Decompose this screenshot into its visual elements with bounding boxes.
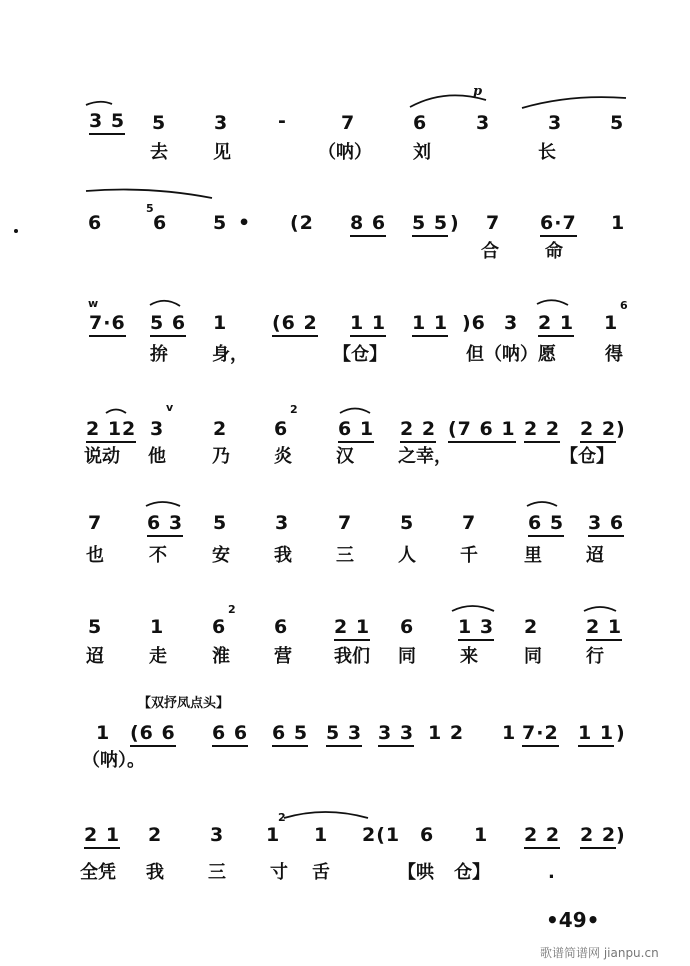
lyric: 不 [149,545,167,566]
lyric: 身， [212,344,248,365]
note: 1 [96,722,111,744]
note: 3 [214,112,229,134]
note: 6 [420,824,435,846]
lyric: 淮 [212,646,230,667]
note: 1 [266,824,281,846]
note: 6 [413,112,428,134]
lyric: 拚 [150,344,168,365]
note: 3 [210,824,225,846]
note: 5 [610,112,625,134]
note: 2 [213,418,228,440]
note: 6 5 [528,512,564,537]
lyric: 汉 [336,446,354,467]
note: (6 2 [272,312,318,337]
lyric: 全凭 [80,862,116,883]
dynamic-marking: p [473,84,483,99]
note: ) [450,212,460,234]
note: 3 [504,312,519,334]
lyric: 营 [274,646,292,667]
note: 2 1 [586,616,622,641]
note: 6 [274,616,289,638]
lyric: 舌 [312,862,330,883]
note: 2 2 [524,824,560,849]
lyric: 合 [481,241,499,262]
note: 1 [604,312,619,334]
note: 1 1 [350,312,386,337]
note: 7 [88,512,103,534]
note: )6 [462,312,486,334]
lyric: 里 [524,545,542,566]
note: 2 [524,616,539,638]
note: 6 [274,418,289,440]
note: 2 1 [334,616,370,641]
grace-note: 2 [290,403,298,416]
note: 6 5 [272,722,308,747]
lyric: 也 [86,545,104,566]
note: 1 1 [412,312,448,337]
note: 5 [213,212,228,234]
note: 1 [474,824,489,846]
lyric: 他 [148,446,166,467]
note: 7 [338,512,353,534]
note: 2(1 [362,824,401,846]
lyric: 之幸， [398,446,452,467]
grace-note: 6 [620,299,628,312]
note: 3 [476,112,491,134]
lyric: 我们 [334,646,370,667]
note: 1 [611,212,626,234]
lyric: 我 [146,862,164,883]
lyric: 长 [538,142,556,163]
lyric: 行 [586,646,604,667]
lyric: 但（呐）愿 [466,344,556,365]
note: 3 [150,418,165,440]
note: 2 1 [84,824,120,849]
note: (6 6 [130,722,176,747]
note: 6 6 [212,722,248,747]
lyric: 同 [524,646,542,667]
note: 7·2 [522,722,559,747]
lyric: 炎 [274,446,292,467]
note: 1 [502,722,517,744]
note: 2 2 [524,418,560,443]
grace-note: 2 [228,603,236,616]
note: 5 5 [412,212,448,237]
note: 1 2 [428,722,465,744]
lyric: 走 [149,646,167,667]
note: 2 2 [400,418,436,443]
note: 1 [213,312,228,334]
grace-note: 5 [146,202,154,215]
breath-mark: v [166,401,174,414]
lyric: 去 [150,142,168,163]
lyric: 乃 [212,446,230,467]
lyric: 人 [398,545,416,566]
margin-mark [14,229,18,233]
note: 5 [152,112,167,134]
note: ) [616,722,626,744]
lyric: 安 [212,545,230,566]
note: 7 [486,212,501,234]
note: 6 1 [338,418,374,443]
note: 3 5 [89,110,125,135]
note: 6·7 [540,212,577,237]
lyric: 同 [398,646,416,667]
lyric: 寸 [270,862,288,883]
lyric: 【仓】 [560,446,614,467]
note: 6 3 [147,512,183,537]
note: 2 2 [580,824,616,849]
note: 3 3 [378,722,414,747]
note: (2 [290,212,314,234]
note: 6 [212,616,227,638]
section-label: 【双抒凤点头】 [138,696,230,711]
lyric: 迢 [586,545,604,566]
note: 6 [153,212,168,234]
lyric: 我 [274,545,292,566]
note: 1 [150,616,165,638]
note: 5 [88,616,103,638]
note: ) [616,824,626,846]
note: 7·6 [89,312,126,337]
note: 3 6 [588,512,624,537]
note: 1 3 [458,616,494,641]
lyric: 见 [213,142,231,163]
lyric: （呐） [318,142,372,163]
note: 5 [400,512,415,534]
lyric: 千 [460,545,478,566]
lyric: 迢 [86,646,104,667]
note: 2 1 [538,312,574,337]
note: 7 [462,512,477,534]
lyric: 命 [545,241,563,262]
note: 3 [548,112,563,134]
lyric: 得 [605,344,623,365]
lyric: 来 [460,646,478,667]
note: 2 [148,824,163,846]
lyric: 三 [336,545,354,566]
watermark: 歌谱简谱网 jianpu.cn [540,946,659,960]
grace-note: 2 [278,811,286,824]
lyric: 【仓】 [333,344,387,365]
note: 1 [314,824,329,846]
lyric: 说动 [84,446,120,467]
grace-note: w [88,297,99,310]
note: 6 [88,212,103,234]
lyric: . [548,862,555,883]
note: 2 2 [580,418,616,443]
note: 8 6 [350,212,386,237]
lyric: 仓】 [454,862,490,883]
note: - [278,110,287,132]
lyric: 【哄 [398,862,434,883]
note: 7 [341,112,356,134]
page-number: •49• [546,908,600,932]
note: • [238,212,252,234]
note: ) [616,418,626,440]
note: 3 [275,512,290,534]
note: 5 [213,512,228,534]
note: 6 [400,616,415,638]
note: 5 3 [326,722,362,747]
lyric: （呐）。 [82,750,145,771]
note: 5 6 [150,312,186,337]
lyric: 刘 [413,142,431,163]
note: 1 1 [578,722,614,747]
note: 2 12 [86,418,136,443]
lyric: 三 [208,862,226,883]
note: (7 6 1 [448,418,516,443]
